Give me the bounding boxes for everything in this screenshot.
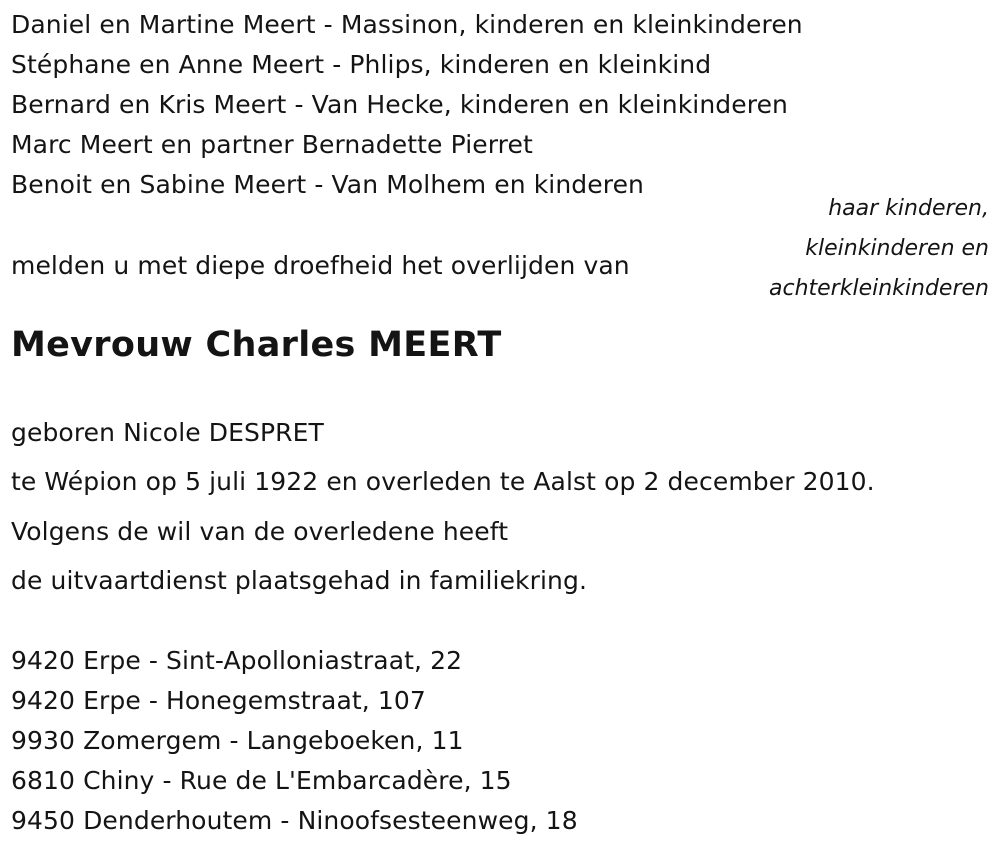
detail-line: Volgens de wil van de overledene heeft xyxy=(11,517,509,546)
detail-line: geboren Nicole DESPRET xyxy=(11,418,324,447)
detail-line: de uitvaartdienst plaatsgehad in familiekring. xyxy=(11,566,588,595)
family-line: Benoit en Sabine Meert - Van Molhem en kinderen xyxy=(11,170,644,199)
address-line: 9420 Erpe - Honegemstraat, 107 xyxy=(11,686,426,715)
family-line: Bernard en Kris Meert - Van Hecke, kinderen en kleinkinderen xyxy=(11,90,788,119)
family-line: Daniel en Martine Meert - Massinon, kinderen en kleinkinderen xyxy=(11,10,803,39)
address-line: 9930 Zomergem - Langeboeken, 11 xyxy=(11,726,464,755)
announcement-text: melden u met diepe droefheid het overlijden van xyxy=(11,251,630,280)
family-line: Marc Meert en partner Bernadette Pierret xyxy=(11,130,533,159)
address-line: 9420 Erpe - Sint-Apolloniastraat, 22 xyxy=(11,646,463,675)
relation-note-line: achterkleinkinderen xyxy=(769,276,989,301)
relation-note-line: haar kinderen, xyxy=(828,196,989,221)
detail-line: te Wépion op 5 juli 1922 en overleden te Aalst op 2 december 2010. xyxy=(11,467,875,496)
relation-note xyxy=(769,189,989,309)
relation-note-line: kleinkinderen en xyxy=(805,236,989,261)
family-line: Stéphane en Anne Meert - Phlips, kinderen en kleinkind xyxy=(11,50,712,79)
deceased-name: Mevrouw Charles MEERT xyxy=(11,325,502,365)
address-line: 9450 Denderhoutem - Ninoofsesteenweg, 18 xyxy=(11,806,578,835)
address-line: 6810 Chiny - Rue de L'Embarcadère, 15 xyxy=(11,766,512,795)
